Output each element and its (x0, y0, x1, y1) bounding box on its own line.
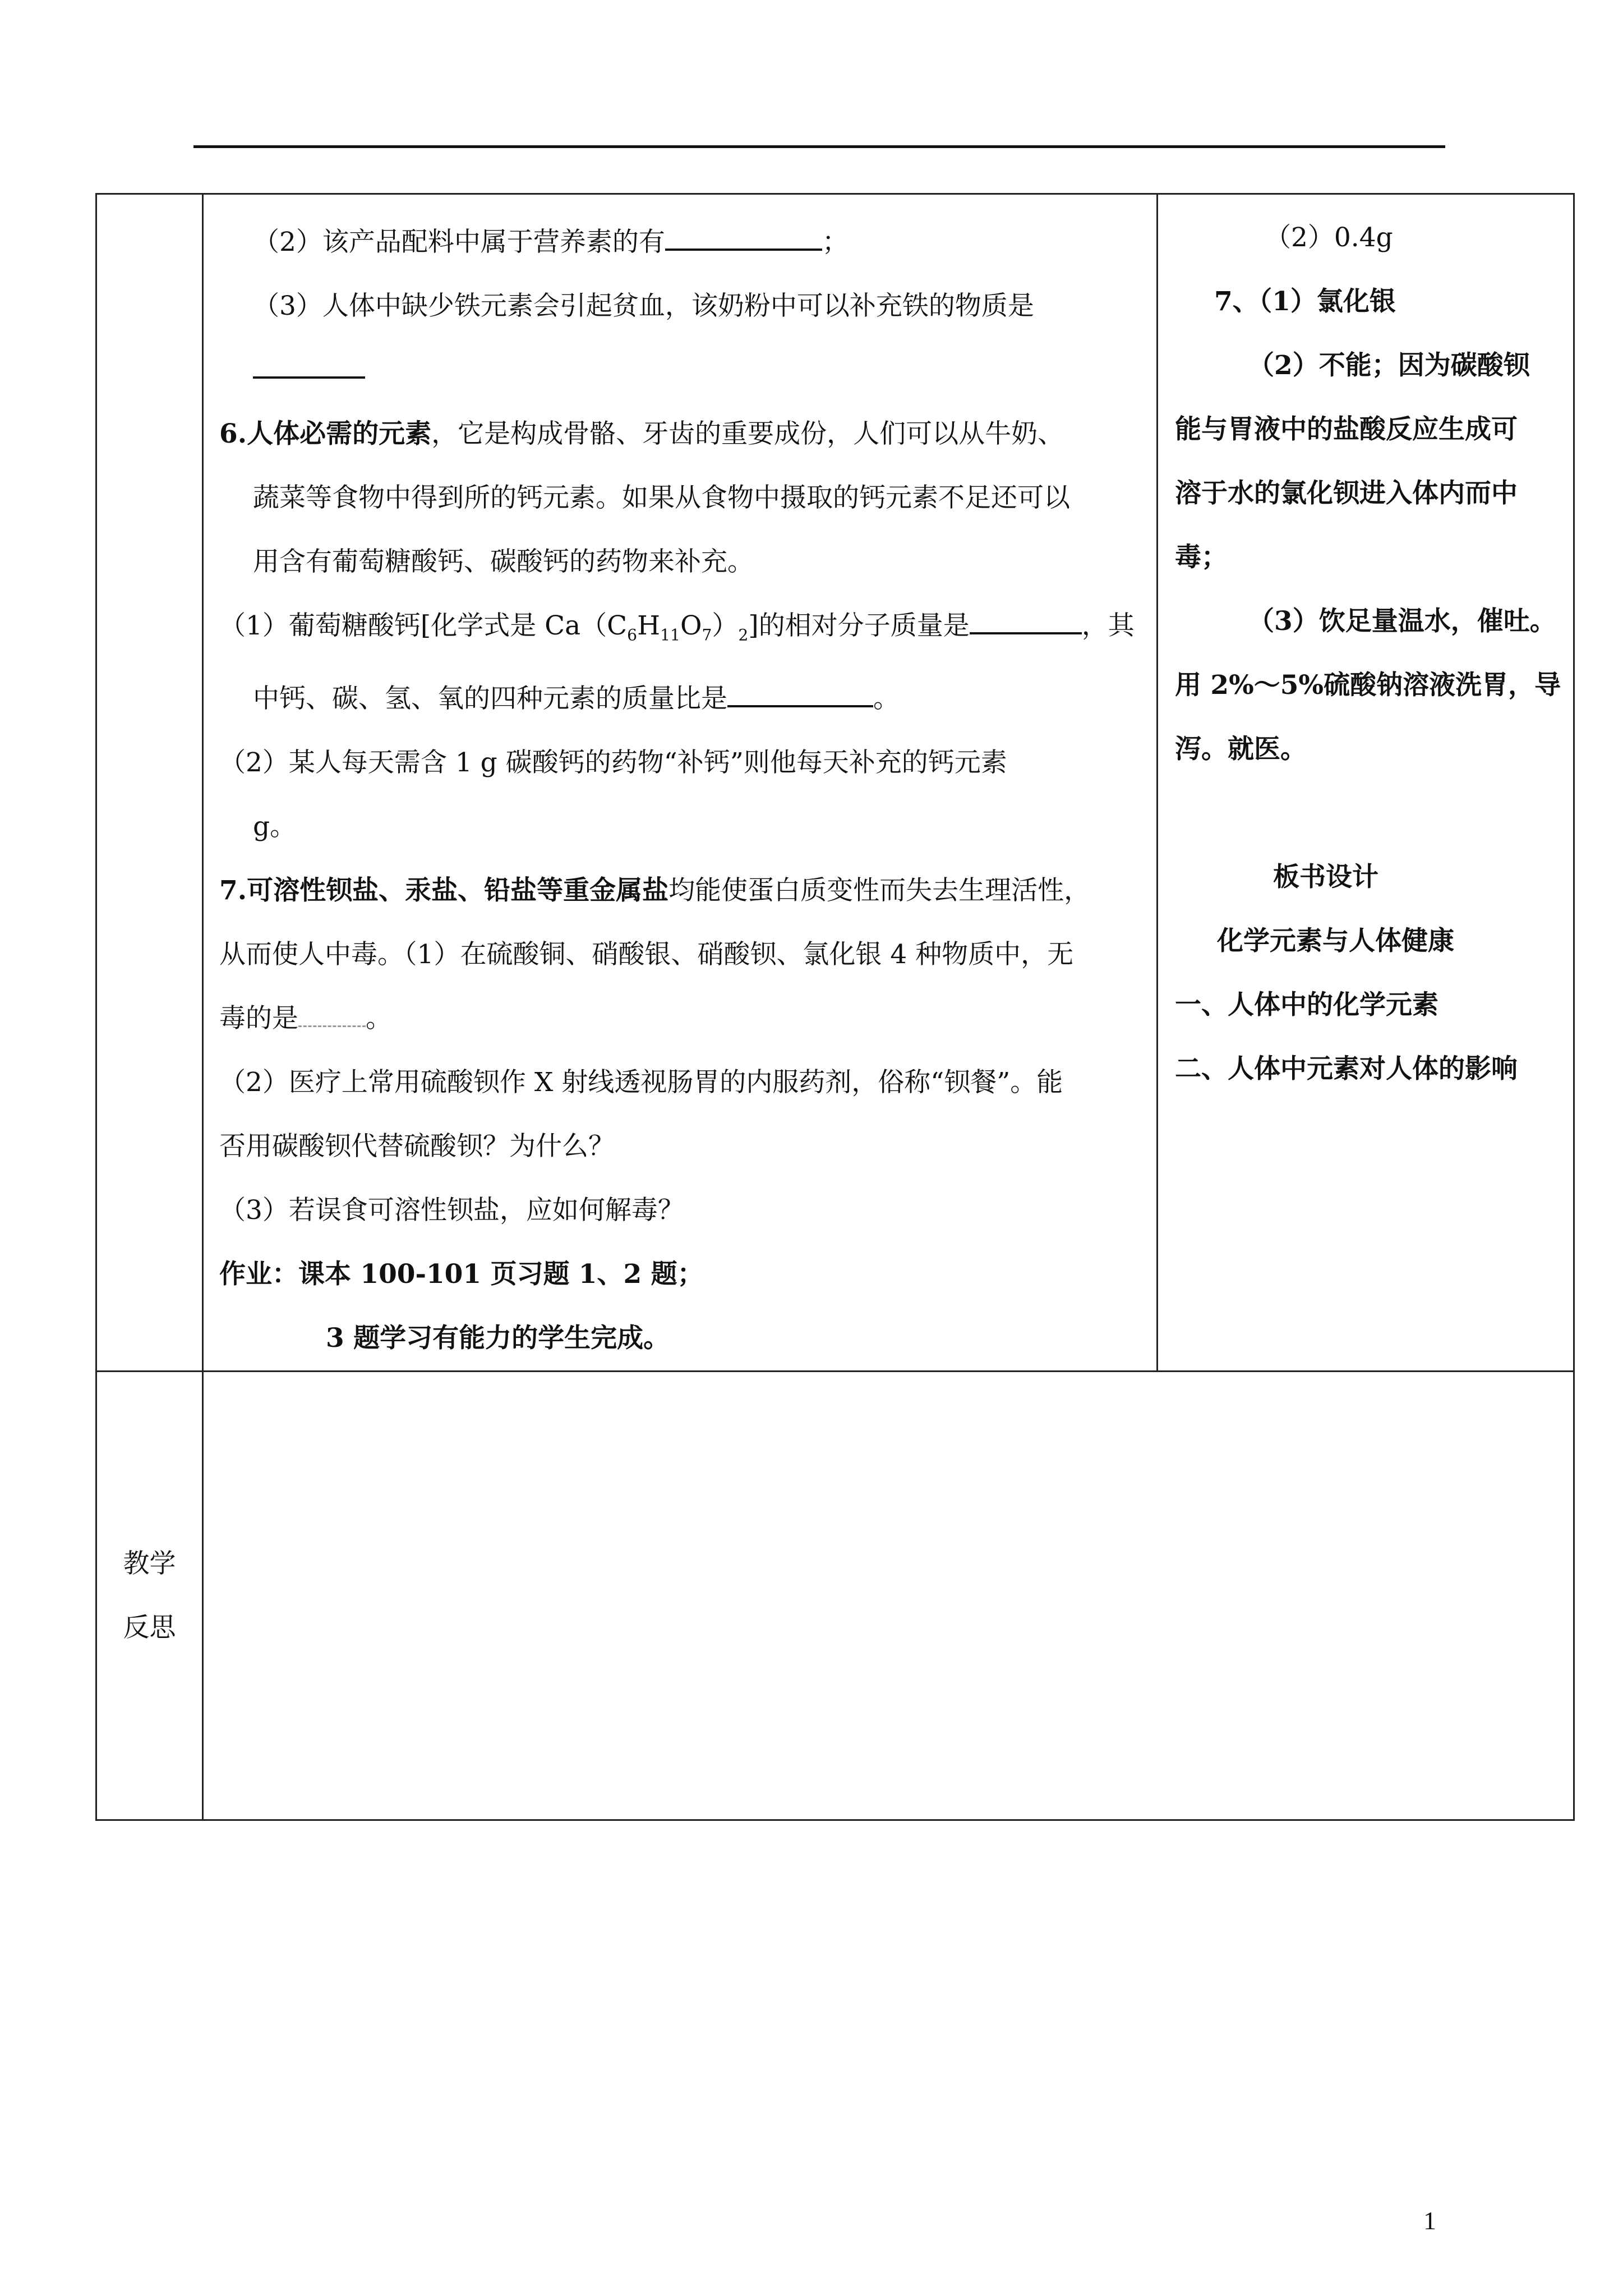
spacer (1175, 781, 1567, 845)
q6-part1-line2: 中钙、碳、氢、氧的四种元素的质量比是 。 (219, 667, 1141, 731)
reflection-content[interactable] (203, 1372, 1574, 1820)
answer-7-3: （3）饮足量温水，催吐。 (1248, 606, 1556, 637)
q7-intro-line3: 毒的是 。 (219, 987, 1141, 1051)
answer-7-2: （2）不能；因为碳酸钡 (1248, 350, 1530, 381)
answer-7-3-line3: 泻。就医。 (1175, 734, 1307, 765)
page-number: 1 (1423, 2206, 1436, 2235)
board-design-title: 化学元素与人体健康 (1217, 926, 1454, 956)
answer-blank[interactable] (665, 222, 822, 251)
q6-part2: （2）某人每天需含 1 g 碳酸钙的药物“补钙”则他每天补充的钙元素 (219, 747, 1007, 779)
answer-7-2-line3: 溶于水的氯化钡进入体内而中 (1175, 478, 1518, 509)
q6-intro: 6.人体必需的元素，它是构成骨骼、牙齿的重要成份，人们可以从牛奶、 (219, 418, 1064, 449)
answer-cell (1158, 194, 1574, 1372)
q7-part2: （2）医疗上常用硫酸钡作 X 射线透视肠胃的内服药剂，俗称“钡餐”。能 (219, 1067, 1063, 1098)
q5-part2: （2）该产品配料中属于营养素的有 ； (219, 210, 1141, 274)
board-design-item2: 二、人体中元素对人体的影响 (1175, 1053, 1518, 1084)
homework-line1: 作业：课本 100-101 页习题 1、2 题； (219, 1259, 704, 1290)
q6-intro-line2: 蔬菜等食物中得到所的钙元素。如果从食物中摄取的钙元素不足还可以 (253, 482, 1070, 513)
board-design-heading: 板书设计 (1273, 862, 1378, 892)
answer-7-2-line4: 毒； (1175, 542, 1228, 573)
reflection-label-line2: 反思 (123, 1612, 176, 1643)
answer-7-2-line2: 能与胃液中的盐酸反应生成可 (1175, 414, 1518, 445)
q7-intro-line2: 从而使人中毒。（1）在硫酸铜、硝酸银、硝酸钡、氯化银 4 种物质中，无 (219, 939, 1074, 970)
lesson-table (95, 193, 1575, 1821)
reflection-label (96, 1372, 203, 1820)
q6-part1: （1）葡萄糖酸钙[化学式是 $Ca(C_6H_{11}O_7)_2$]的相对分子质量是 ，其 (219, 594, 1141, 667)
answer-7-1: 7、（1）氯化银 (1214, 286, 1396, 317)
q7-part3: （3）若误食可溶性钡盐，应如何解毒？ (219, 1195, 684, 1226)
answer-6-2: （2）0.4g (1265, 222, 1393, 253)
q6-part2-line2: g。 (253, 811, 297, 843)
content-row (96, 194, 1574, 1372)
label-cell-empty (96, 194, 203, 1372)
answer-blank[interactable] (727, 679, 873, 707)
q6-intro-line3: 用含有葡萄糖酸钙、碳酸钙的药物来补充。 (253, 546, 754, 577)
header-rule (193, 145, 1445, 148)
reflection-label-line1: 教学 (123, 1548, 176, 1579)
board-design-item1: 一、人体中的化学元素 (1175, 990, 1438, 1020)
q7-intro: 7.可溶性钡盐、汞盐、铅盐等重金属盐均能使蛋白质变性而失去生理活性， (219, 875, 1091, 907)
answer-blank[interactable] (970, 606, 1082, 634)
answer-7-3-line2: 用 2%～5%硫酸钠溶液洗胃，导 (1175, 670, 1561, 701)
homework-line2: 3 题学习有能力的学生完成。 (326, 1323, 670, 1354)
q7-part2-line2: 否用碳酸钡代替硫酸钡？为什么？ (219, 1131, 615, 1162)
q5-part3: （3）人体中缺少铁元素会引起贫血，该奶粉中可以补充铁的物质是 (219, 274, 1141, 402)
answer-blank[interactable] (298, 999, 366, 1027)
exercise-cell (203, 194, 1158, 1372)
answer-blank[interactable] (253, 350, 365, 379)
reflection-row (96, 1372, 1574, 1820)
